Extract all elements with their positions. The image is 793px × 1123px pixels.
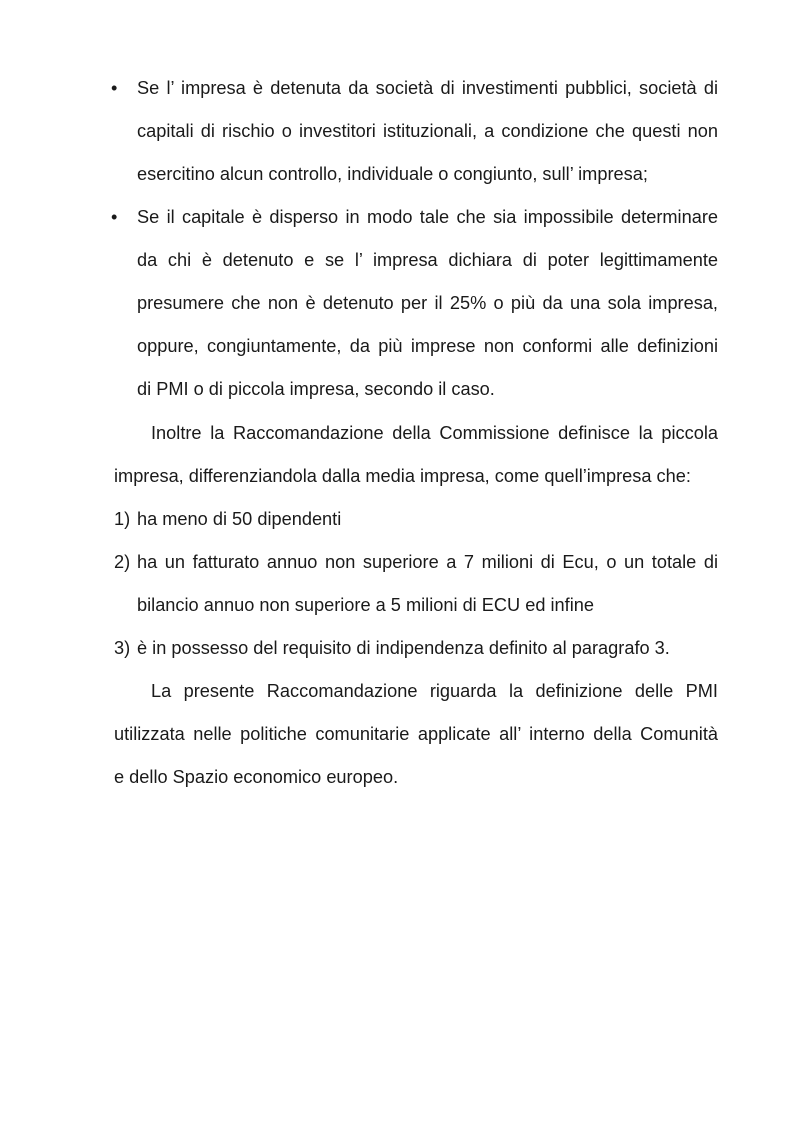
bullet-1-line-1: Se l’ impresa è detenuta da società di investimenti pubblici, società di — [137, 78, 718, 98]
paragraph-1-line-1: Inoltre la Raccomandazione della Commissione definisce la piccola — [151, 423, 718, 443]
paragraph-1-line-2: impresa, differenziandola dalla media impresa, come quell’impresa che: — [114, 466, 691, 486]
bullet-marker: • — [111, 78, 118, 98]
paragraph-2-line-3: e dello Spazio economico europeo. — [114, 767, 399, 787]
numbered-1-line-1: ha meno di 50 dipendenti — [137, 509, 342, 529]
bullet-2-line-3-row — [0, 288, 793, 318]
bullet-1-line-3-row — [0, 159, 793, 189]
bullet-marker: • — [111, 207, 118, 227]
numbered-item-3 — [0, 633, 793, 663]
paragraph-2-line-2: utilizzata nelle politiche comunitarie applicate all’ interno della Comunità — [114, 724, 718, 744]
paragraph-1-line-1-row — [0, 418, 793, 448]
bullet-2-line-5: di PMI o di piccola impresa, secondo il caso. — [137, 379, 495, 399]
bullet-1-line-2: capitali di rischio o investitori istituzionali, a condizione che questi non — [137, 121, 718, 141]
bullet-2-line-5-row — [0, 374, 793, 404]
numbered-3-line-1: è in possesso del requisito di indipendenza definito al paragrafo 3. — [137, 638, 670, 658]
numbered-2-line-2-row — [0, 590, 793, 620]
bullet-item-2 — [0, 202, 793, 232]
list-number: 1) — [114, 509, 131, 529]
list-number: 3) — [114, 638, 131, 658]
numbered-2-line-2: bilancio annuo non superiore a 5 milioni di ECU ed infine — [137, 595, 594, 615]
bullet-2-line-2-row — [0, 245, 793, 275]
paragraph-2-line-2-row — [0, 719, 793, 749]
paragraph-1-line-2-row — [0, 461, 793, 491]
paragraph-2-line-3-row — [0, 762, 793, 792]
numbered-item-2 — [0, 547, 793, 577]
paragraph-2-line-1: La presente Raccomandazione riguarda la definizione delle PMI — [151, 681, 718, 701]
bullet-item-1 — [0, 73, 793, 103]
list-number: 2) — [114, 552, 131, 572]
bullet-2-line-3: presumere che non è detenuto per il 25% o più da una sola impresa, — [137, 293, 718, 313]
numbered-item-1 — [0, 504, 793, 534]
paragraph-2-line-1-row — [0, 676, 793, 706]
numbered-2-line-1: ha un fatturato annuo non superiore a 7 milioni di Ecu, o un totale di — [137, 552, 718, 572]
bullet-2-line-4-row — [0, 331, 793, 361]
bullet-1-line-2-row — [0, 116, 793, 146]
bullet-1-line-3: esercitino alcun controllo, individuale o congiunto, sull’ impresa; — [137, 164, 648, 184]
bullet-2-line-4: oppure, congiuntamente, da più imprese non conformi alle definizioni — [137, 336, 718, 356]
bullet-2-line-2: da chi è detenuto e se l’ impresa dichiara di poter legittimamente — [137, 250, 718, 270]
bullet-2-line-1: Se il capitale è disperso in modo tale che sia impossibile determinare — [137, 207, 718, 227]
